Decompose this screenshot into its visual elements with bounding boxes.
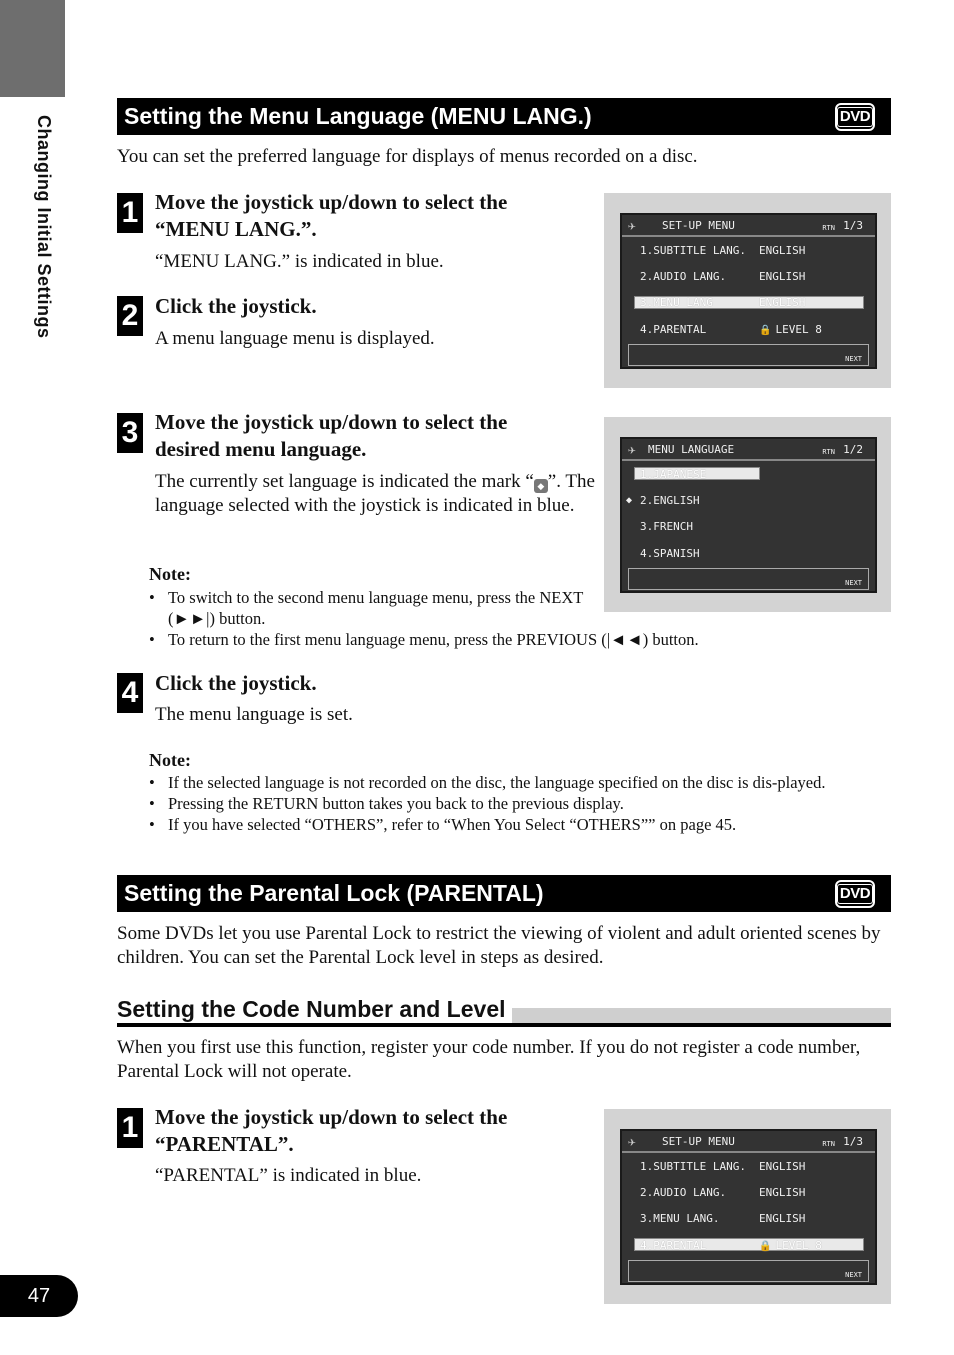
menu-row: 2.AUDIO LANG. ENGLISH	[640, 1185, 806, 1199]
menu-row: 4.PARENTAL 🔒 LEVEL 8	[640, 322, 822, 336]
subsection-intro: When you first use this function, register your code number. If you do not register a code number, Parental Lock will not operate.	[117, 1037, 861, 1082]
section-intro: Some DVDs let you use Parental Lock to restrict the viewing of violent and adult oriented scenes by children. You can set the Parental Lock level in steps as desired.	[117, 923, 881, 968]
note-item: • Pressing the RETURN button takes you back to the previous display.	[149, 793, 869, 814]
menu-row-selected: 1.JAPANESE	[622, 461, 875, 487]
step-number: 1	[117, 1108, 143, 1148]
step-title: Click the joystick.	[155, 671, 317, 695]
current-language-mark-icon: ◆	[626, 494, 633, 506]
menu-row: 3.FRENCH	[640, 520, 693, 534]
dvd-icon: DVD	[835, 880, 875, 908]
note-item: • If the selected language is not recorded on the disc, the language specified on the disc is dis-played.	[149, 772, 869, 793]
screen-header: ✈ SET-UP MENU RTN 1/3	[622, 1131, 875, 1153]
section-heading-parental-lock	[117, 875, 891, 912]
note-item: • To return to the first menu language menu, press the PREVIOUS (|◄◄) button.	[149, 629, 889, 650]
sidebar-section-label: Changing Initial Settings	[34, 115, 54, 339]
current-language-mark-icon: ◆	[534, 479, 548, 493]
step-title: Move the joystick up/down to select the “MENU LANG.”.	[155, 190, 508, 241]
menu-row: 1.SUBTITLE LANG. ENGLISH	[640, 1159, 806, 1173]
menu-language-screenshot	[604, 417, 891, 612]
screen-footer: NEXT	[628, 568, 869, 590]
step-description: The currently set language is indicated the mark “ ◆ ”. The language selected with the joystick is indicated in blue.	[155, 471, 595, 516]
step-title: Move the joystick up/down to select the desired menu language.	[155, 410, 508, 461]
setup-menu-parental-screenshot	[604, 1109, 891, 1304]
step-title: Click the joystick.	[155, 294, 317, 318]
section-intro: You can set the preferred language for displays of menus recorded on a disc.	[117, 146, 698, 167]
screen-footer: NEXT	[628, 344, 869, 366]
note-title: Note:	[149, 564, 191, 584]
screen-header: ✈ MENU LANGUAGE RTN 1/2	[622, 439, 875, 461]
section-title: Setting the Parental Lock (PARENTAL)	[124, 880, 544, 906]
menu-row: 3.MENU LANG. ENGLISH	[640, 1212, 806, 1226]
step-number: 1	[117, 193, 143, 233]
section-heading-menu-language	[117, 98, 891, 135]
menu-row: 2.AUDIO LANG. ENGLISH	[640, 269, 806, 283]
step-number: 2	[117, 296, 143, 336]
step-title: Move the joystick up/down to select the “PARENTAL”.	[155, 1105, 508, 1156]
screen-footer: NEXT	[628, 1260, 869, 1282]
setup-icon: ✈	[628, 443, 636, 458]
screen-header: ✈ SET-UP MENU RTN 1/3	[622, 215, 875, 237]
note-item: • To switch to the second menu language menu, press the NEXT (►►|) button.	[149, 587, 589, 629]
step-number: 3	[117, 413, 143, 453]
lock-icon: 🔒	[759, 1240, 772, 1252]
step-description: The menu language is set.	[155, 704, 353, 725]
page-number: 47	[0, 1275, 78, 1317]
subheading-title: Setting the Code Number and Level	[117, 996, 512, 1023]
step-description: “MENU LANG.” is indicated in blue.	[155, 251, 444, 272]
sidebar-tab-block	[0, 0, 65, 97]
section-title: Setting the Menu Language (MENU LANG.)	[124, 103, 592, 129]
menu-row-selected: 3.MENU LANG ENGLISH	[622, 290, 875, 316]
step-number: 4	[117, 673, 143, 713]
menu-row: ◆ 2.ENGLISH	[626, 493, 700, 507]
dvd-icon: DVD	[835, 103, 875, 131]
lock-icon: 🔒	[759, 324, 772, 336]
setup-icon: ✈	[628, 1135, 636, 1150]
menu-row-selected: 4.PARENTAL 🔒 LEVEL 8	[622, 1232, 875, 1258]
menu-row: 1.SUBTITLE LANG. ENGLISH	[640, 243, 806, 257]
note-item: • If you have selected “OTHERS”, refer to “When You Select “OTHERS”” on page 45.	[149, 814, 869, 835]
setup-icon: ✈	[628, 219, 636, 234]
note-list	[149, 772, 869, 835]
menu-row: 4.SPANISH	[640, 546, 700, 560]
step-description: A menu language menu is displayed.	[155, 328, 435, 349]
note-title: Note:	[149, 750, 191, 770]
subheading-code-number	[117, 996, 891, 1028]
step-description: “PARENTAL” is indicated in blue.	[155, 1165, 422, 1186]
note-list	[149, 587, 889, 650]
setup-menu-screenshot	[604, 193, 891, 388]
